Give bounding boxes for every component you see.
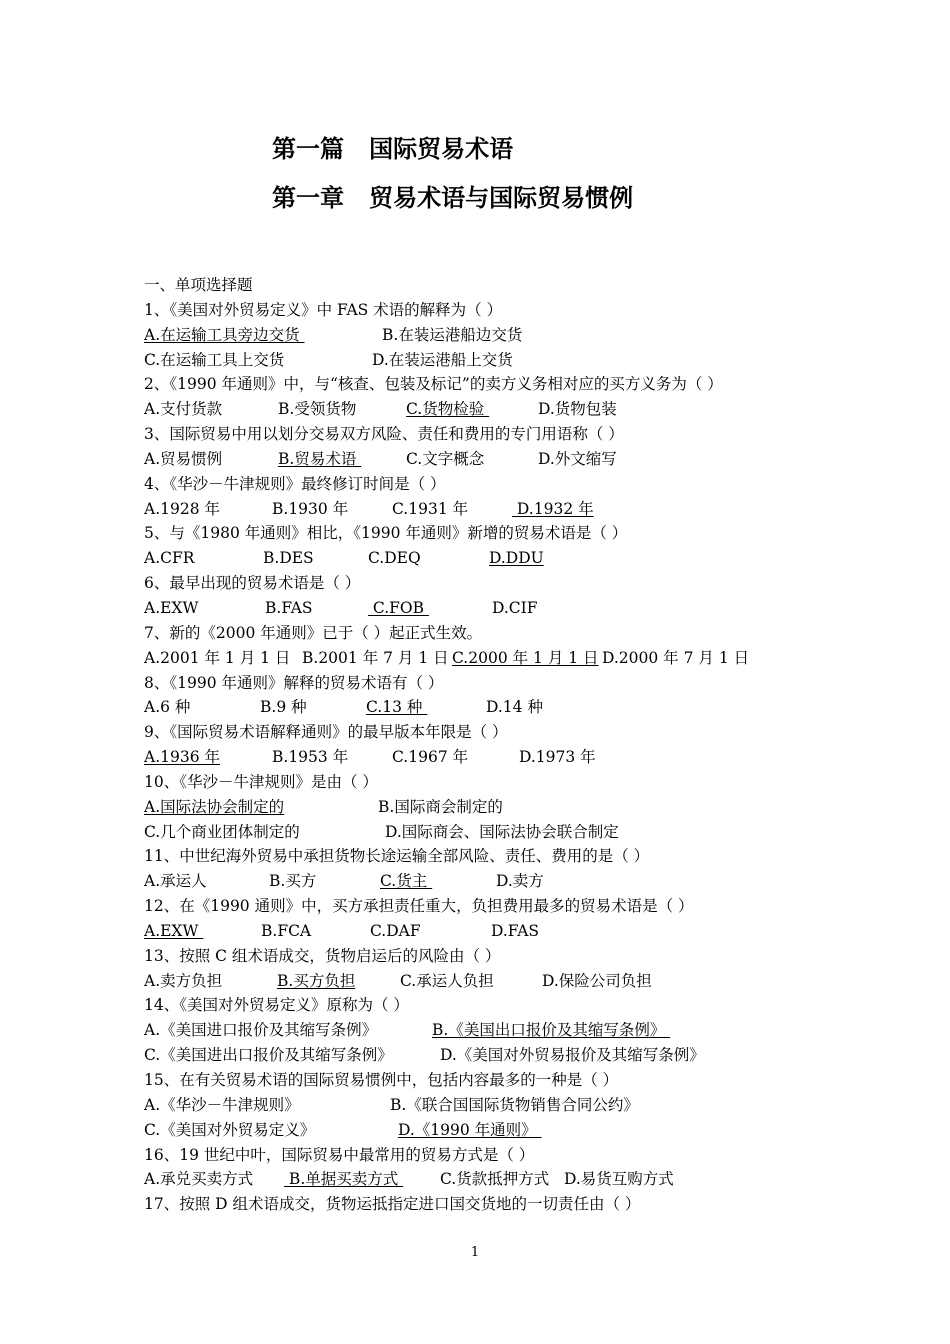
option-row <box>144 695 844 720</box>
option: C.《美国进出口报价及其缩写条例》 <box>144 1046 393 1065</box>
answer-option: C.货物检验 <box>406 400 490 419</box>
option-row <box>144 1167 844 1192</box>
option: C.DEQ <box>368 549 421 568</box>
option-row <box>144 348 844 373</box>
question-stem: 16、19 世纪中叶，国际贸易中最常用的贸易方式是（ ） <box>144 1145 535 1164</box>
answer-option: B.《美国出口报价及其缩写条例》 <box>432 1021 671 1040</box>
page-number: 1 <box>470 1245 480 1260</box>
option: C.1931 年 <box>392 499 469 518</box>
question-stem: 14、《美国对外贸易定义》原称为（ ） <box>144 996 409 1015</box>
option-row <box>144 869 844 894</box>
option: A.6 种 <box>144 698 191 717</box>
option-row <box>144 497 844 522</box>
question-stem: 3、国际贸易中用以划分交易双方风险、责任和费用的专门用语称（ ） <box>144 425 624 444</box>
option: B.2001 年 7 月 1 日 <box>302 648 449 667</box>
option-row <box>144 1093 844 1118</box>
option: D.2000 年 7 月 1 日 <box>602 648 750 667</box>
option: A.CFR <box>144 549 195 568</box>
option: A.承运人 <box>144 872 207 891</box>
option: C.在运输工具上交货 <box>144 350 285 369</box>
answer-option: A.国际法协会制定的 <box>144 797 285 816</box>
option: A.承兑买卖方式 <box>144 1170 254 1189</box>
option: D.1973 年 <box>519 748 596 767</box>
option-row <box>144 969 844 994</box>
option: C.承运人负担 <box>400 971 494 990</box>
answer-option: D.DDU <box>489 549 544 568</box>
option: D.在装运港船上交货 <box>372 350 513 369</box>
option: D.国际商会、国际法协会联合制定 <box>385 822 619 841</box>
option: A.支付货款 <box>144 400 223 419</box>
question-stem: 1、《美国对外贸易定义》中 FAS 术语的解释为（ ） <box>144 300 503 319</box>
question-stem: 10、《华沙－牛津规则》是由（ ） <box>144 772 378 791</box>
option: C.1967 年 <box>392 748 469 767</box>
question-stem: 12、在《1990 通则》中，买方承担责任重大，负担费用最多的贸易术语是（ ） <box>144 897 694 916</box>
option: D.FAS <box>491 921 540 940</box>
question-stem: 5、与《1980 年通则》相比，《1990 年通则》新增的贸易术语是（ ） <box>144 524 628 543</box>
answer-option: A.1936 年 <box>144 748 220 767</box>
option-row <box>144 323 844 348</box>
option: D.易货互购方式 <box>564 1170 674 1189</box>
option: A.《华沙－牛津规则》 <box>144 1095 300 1114</box>
question-list <box>144 273 844 1217</box>
option: B.买方 <box>269 872 317 891</box>
part-title: 第一篇 国际贸易术语 <box>272 134 514 163</box>
option: D.CIF <box>492 598 538 617</box>
option-row <box>144 795 844 820</box>
option: C.《美国对外贸易定义》 <box>144 1120 316 1139</box>
option: C.DAF <box>370 921 421 940</box>
option-row <box>144 397 844 422</box>
question-stem: 4、《华沙－牛津规则》最终修订时间是（ ） <box>144 474 446 493</box>
answer-option: B.单据买卖方式 <box>284 1170 404 1189</box>
question-stem: 7、新的《2000 年通则》已于（ ）起正式生效。 <box>144 623 483 642</box>
answer-option: A.EXW <box>144 921 204 940</box>
option: D.货物包装 <box>538 400 617 419</box>
option: B.FAS <box>265 598 313 617</box>
option: A.EXW <box>144 598 199 617</box>
option: D.外文缩写 <box>538 449 617 468</box>
option-row <box>144 1018 844 1043</box>
chapter-title: 第一章 贸易术语与国际贸易惯例 <box>272 183 634 212</box>
question-stem: 15、在有关贸易术语的国际贸易惯例中，包括内容最多的一种是（ ） <box>144 1071 619 1089</box>
option: C.文字概念 <box>406 449 485 468</box>
option: B.《联合国国际货物销售合同公约》 <box>390 1095 639 1114</box>
option: B.在装运港船边交货 <box>382 325 523 344</box>
option-row <box>144 596 844 621</box>
option: D.保险公司负担 <box>542 971 652 990</box>
option: A.1928 年 <box>144 499 220 518</box>
option: D.卖方 <box>496 872 544 891</box>
option-row <box>144 745 844 770</box>
option: C.货款抵押方式 <box>440 1170 550 1189</box>
option: C.几个商业团体制定的 <box>144 822 300 841</box>
question-stem: 11、中世纪海外贸易中承担货物长途运输全部风险、责任、费用的是（ ） <box>144 847 650 866</box>
option: A.2001 年 1 月 1 日 <box>144 648 291 667</box>
option-row <box>144 546 844 571</box>
question-stem: 13、按照 C 组术语成交，货物启运后的风险由（ ） <box>144 946 501 965</box>
option: B.国际商会制定的 <box>378 797 503 816</box>
option: D.《美国对外贸易报价及其缩写条例》 <box>440 1046 705 1065</box>
answer-option: C.货主 <box>380 872 433 891</box>
option: A.卖方负担 <box>144 971 223 990</box>
option: A.《美国进口报价及其缩写条例》 <box>144 1021 378 1040</box>
answer-option: C.FOB <box>368 598 429 617</box>
option: B.FCA <box>261 921 312 940</box>
option-row <box>144 646 844 671</box>
option: B.1953 年 <box>272 748 349 767</box>
option: D.14 种 <box>486 698 543 717</box>
option-row <box>144 1043 844 1068</box>
option-row <box>144 447 844 472</box>
option: A.贸易惯例 <box>144 449 223 468</box>
section-heading: 一、单项选择题 <box>144 276 253 294</box>
answer-option: B.贸易术语 <box>278 449 362 468</box>
answer-option: C.13 种 <box>366 698 428 717</box>
answer-option: C.2000 年 1 月 1 日 <box>452 648 599 667</box>
option: B.9 种 <box>260 698 307 717</box>
question-stem: 6、最早出现的贸易术语是（ ） <box>144 574 361 593</box>
option: B.受领货物 <box>278 400 357 419</box>
option-row <box>144 1118 844 1143</box>
option-row <box>144 919 844 944</box>
question-stem: 9、《国际贸易术语解释通则》的最早版本年限是（ ） <box>144 723 508 742</box>
answer-option: B.买方负担 <box>277 971 356 990</box>
option: B.1930 年 <box>272 499 349 518</box>
answer-option: A.在运输工具旁边交货 <box>144 325 305 344</box>
answer-option: D.1932 年 <box>512 499 594 518</box>
option-row <box>144 820 844 845</box>
question-stem: 2、《1990 年通则》中，与“核查、包装及标记”的卖方义务相对应的买方义务为（ ） <box>144 375 723 394</box>
question-stem: 8、《1990 年通则》解释的贸易术语有（ ） <box>144 673 444 692</box>
answer-option: D.《1990 年通则》 <box>398 1120 542 1139</box>
question-stem: 17、按照 D 组术语成交，货物运抵指定进口国交货地的一切责任由（ ） <box>144 1195 641 1214</box>
option: B.DES <box>263 549 314 568</box>
